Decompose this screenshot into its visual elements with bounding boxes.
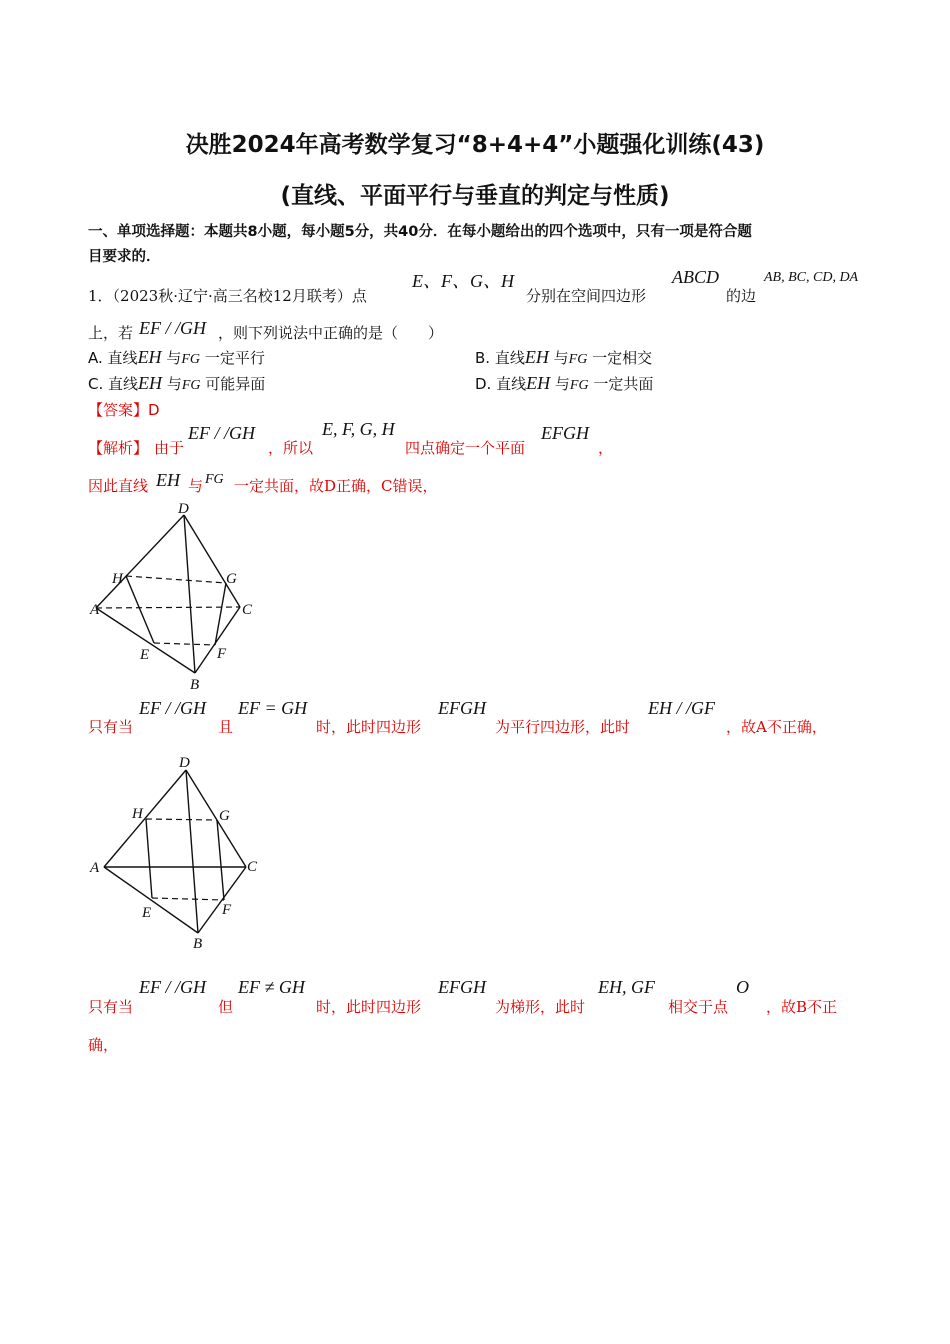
analysis-l4-m4: EH, GF — [598, 977, 655, 997]
analysis-l2-m1: EH — [156, 470, 180, 490]
label-e: E — [140, 647, 150, 663]
question-mid: 分别在空间四边形 — [526, 287, 647, 305]
answer-line — [88, 399, 160, 420]
analysis-l4-f: ，故B不正 — [766, 998, 838, 1016]
analysis-l4-d: 为梯形，此时 — [495, 998, 586, 1016]
label-f: F — [222, 902, 232, 918]
analysis-l3-e: ，故A不正确， — [726, 718, 827, 736]
analysis-l3-a: 只有当 — [88, 718, 134, 736]
option-c[interactable]: C. 直线EH 与FG 可能异面 — [88, 373, 266, 393]
answer-value: D — [148, 401, 160, 419]
label-a: A — [90, 602, 100, 618]
option-a[interactable]: A. 直线EH 与FG 一定平行 — [88, 347, 265, 367]
segment-hg-hidden — [126, 576, 226, 583]
segment-he — [126, 576, 154, 643]
analysis-l1-a: 由于 — [154, 439, 185, 457]
label-h: H — [132, 806, 143, 822]
analysis-l4-b: 但 — [218, 998, 234, 1016]
option-b[interactable]: B. 直线EH 与FG 一定相交 — [475, 347, 653, 367]
analysis-l4-m3: EFGH — [438, 977, 486, 997]
analysis-l2-m2: FG — [205, 472, 224, 487]
analysis-l3-m4: EH / /GF — [648, 698, 715, 718]
analysis-l4-m5: O — [736, 977, 749, 997]
label-d: D — [179, 755, 190, 771]
edge-dc — [186, 770, 246, 867]
analysis-l3-d: 为平行四边形，此时 — [495, 718, 631, 736]
question-line2-a: 上，若 — [88, 324, 134, 342]
question-line2-b: ，则下列说法中正确的是（ ） — [218, 324, 444, 342]
page-subtitle: (直线、平面平行与垂直的判定与性质) — [280, 183, 670, 209]
section-header-line1: 一、单项选择题：本题共8小题，每小题5分，共40分．在每小题给出的四个选项中，只有一项是符合题 — [88, 224, 752, 240]
analysis-l4-m2: EF ≠ GH — [238, 977, 305, 997]
segment-ef-hidden — [152, 898, 224, 900]
edge-db — [186, 770, 198, 933]
analysis-l4-c: 时，此时四边形 — [316, 998, 422, 1016]
label-a: A — [90, 860, 100, 876]
section-header-line2: 目要求的． — [88, 249, 161, 265]
segment-ef-hidden — [154, 643, 215, 645]
question-edges: AB, BC, CD, DA — [764, 270, 859, 285]
analysis-l1-b: ，所以 — [268, 439, 314, 457]
option-d[interactable]: D. 直线EH 与FG 一定共面 — [475, 373, 654, 393]
label-b: B — [190, 677, 200, 693]
analysis-l4-a: 只有当 — [88, 998, 134, 1016]
segment-gf — [217, 820, 224, 900]
answer-tag: 【答案】 — [88, 401, 149, 419]
label-h: H — [112, 571, 123, 587]
question-prefix: 1．（2023秋·辽宁·高三名校12月联考）点 — [88, 287, 367, 305]
analysis-l3-m2: EF = GH — [238, 698, 308, 718]
question-quad: ABCD — [672, 267, 719, 287]
analysis-l1-c: 四点确定一个平面 — [405, 439, 526, 457]
analysis-l2-c: 一定共面，故D正确，C错误， — [234, 477, 438, 495]
label-f: F — [217, 646, 227, 662]
question-condition: EF / /GH — [139, 318, 206, 338]
analysis-tag: 【解析】 — [88, 439, 149, 457]
analysis-l3-b: 且 — [218, 718, 234, 736]
edge-ab — [96, 608, 195, 673]
label-c: C — [242, 602, 253, 618]
edge-db — [184, 515, 195, 673]
label-b: B — [193, 936, 203, 952]
page-title: 决胜2024年高考数学复习“8+4+4”小题强化训练(43) — [185, 132, 765, 158]
analysis-l1-m1: EF / /GH — [188, 423, 255, 443]
tetrahedron-figure-1 — [80, 495, 280, 695]
analysis-l4-m1: EF / /GH — [139, 977, 206, 997]
edge-da — [104, 770, 186, 867]
label-g: G — [219, 808, 230, 824]
edge-da — [96, 515, 184, 608]
segment-he — [146, 819, 152, 898]
analysis-l2-a: 因此直线 — [88, 477, 149, 495]
tetrahedron-figure-2 — [80, 750, 280, 960]
edge-cb — [195, 607, 240, 673]
analysis-l3-m1: EF / /GH — [139, 698, 206, 718]
segment-hg-hidden — [146, 819, 217, 820]
analysis-l1-m2: E, F, G, H — [322, 419, 395, 439]
analysis-l4-e: 相交于点 — [668, 998, 729, 1016]
label-g: G — [226, 571, 237, 587]
label-c: C — [247, 859, 258, 875]
analysis-l1-m3: EFGH — [541, 423, 589, 443]
analysis-l1-d: ， — [598, 439, 614, 457]
analysis-l2-b: 与 — [188, 477, 204, 495]
analysis-l3-c: 时，此时四边形 — [316, 718, 422, 736]
analysis-l5: 确， — [88, 1036, 119, 1054]
edge-ac-hidden — [96, 607, 240, 608]
question-points: E、F、G、H — [412, 271, 514, 291]
analysis-l3-m3: EFGH — [438, 698, 486, 718]
question-edge-label: 的边 — [726, 287, 757, 305]
label-d: D — [178, 501, 189, 517]
edge-dc — [184, 515, 240, 607]
label-e: E — [142, 905, 152, 921]
